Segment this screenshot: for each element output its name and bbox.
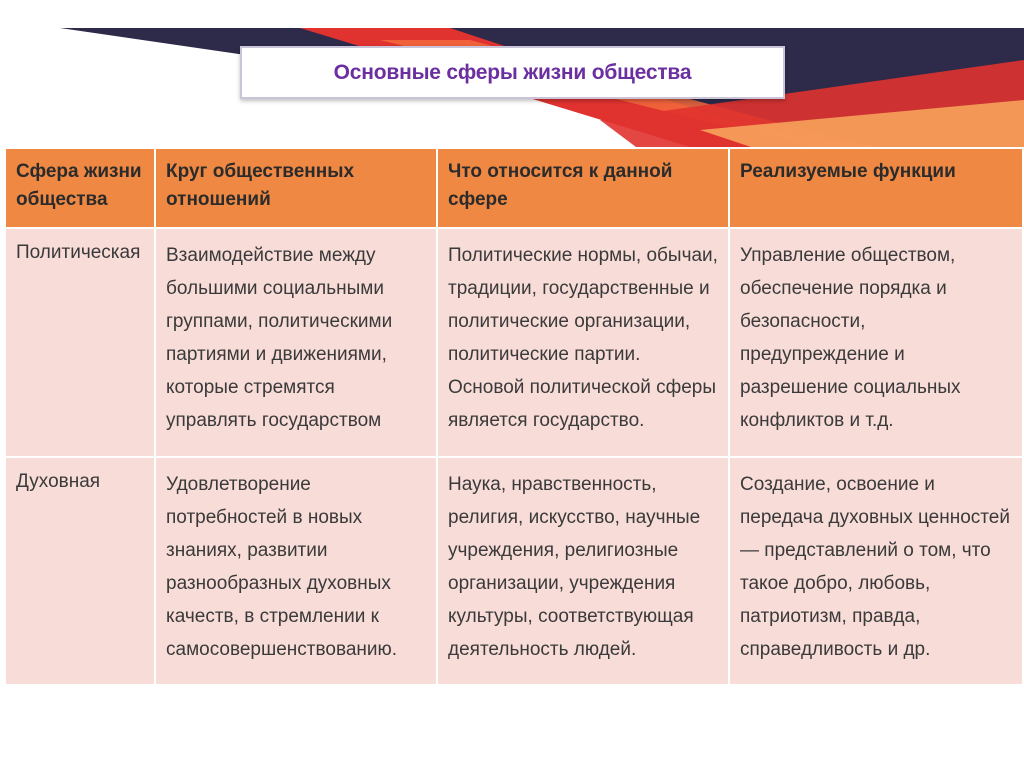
slide-title: Основные сферы жизни общества <box>333 60 692 84</box>
table-header-row <box>5 148 1023 228</box>
cell-relations: Взаимодействие между большими социальными группами, политическими партиями и движениями, которые стремятся управлять государством <box>155 228 437 457</box>
spheres-table <box>4 147 1024 686</box>
table-row <box>5 457 1023 685</box>
spheres-table-wrapper <box>4 147 1022 686</box>
title-box <box>240 46 785 99</box>
header-includes: Что относится к данной сфере <box>437 148 729 228</box>
cell-includes: Политические нормы, обычаи, традиции, государственные и политические организации, политические партии. Основой политической сферы является государство. <box>437 228 729 457</box>
header-sphere: Сфера жизни общества <box>5 148 155 228</box>
header-functions: Реализуемые функции <box>729 148 1023 228</box>
cell-sphere: Духовная <box>5 457 155 685</box>
cell-functions: Управление обществом, обеспечение порядка и безопасности, предупреждение и разрешение социальных конфликтов и т.д. <box>729 228 1023 457</box>
cell-functions: Создание, освоение и передача духовных ценностей — представлений о том, что такое добро, любовь, патриотизм, правда, справедливость и др. <box>729 457 1023 685</box>
cell-relations: Удовлетворение потребностей в новых знаниях, развитии разнообразных духовных качеств, в стремлении к самосовершенствованию. <box>155 457 437 685</box>
cell-sphere: Политическая <box>5 228 155 457</box>
header-relations: Круг общественных отношений <box>155 148 437 228</box>
cell-includes: Наука, нравственность, религия, искусство, научные учреждения, религиозные организации, учреждения культуры, соответствующая деятельность людей. <box>437 457 729 685</box>
table-row <box>5 228 1023 457</box>
